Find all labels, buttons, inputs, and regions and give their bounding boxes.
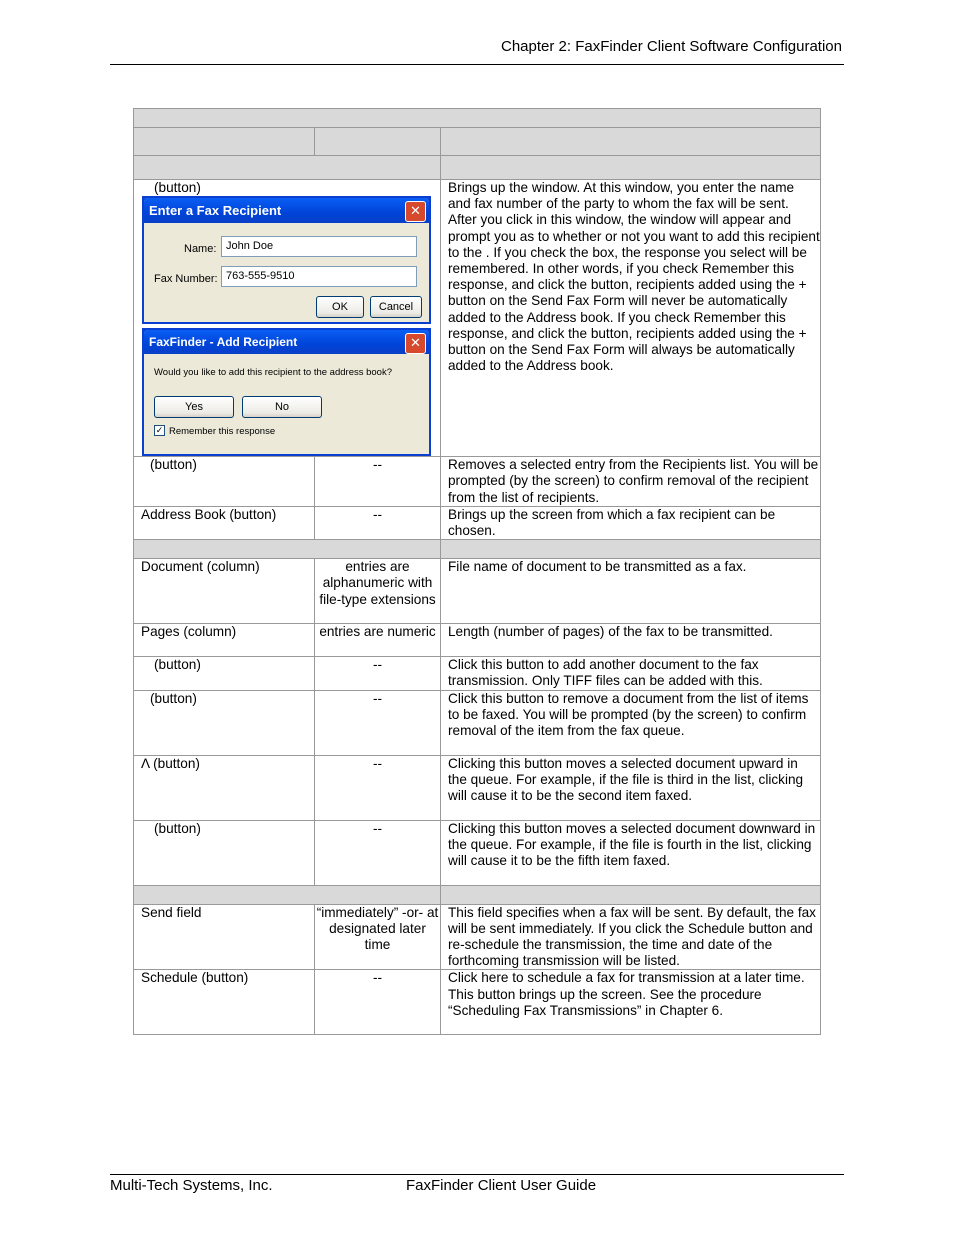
footer-guide: FaxFinder Client User Guide	[406, 1177, 597, 1194]
close-icon[interactable]: ✕	[405, 333, 426, 354]
row-desc: Brings up the window. At this window, you enter the name and fax number of the party to whom the fax will be sent. After you click in this window, the window will appear and prompt you as to whether or not you want to add this recipient to the . If you check the box, the response you select will be remembered. In other words, if you check Remember this response, and click the button, recipients added using the + button on the Send Fax Form will never be automatically added to the Address book. If you check Remember this response, and click the button, recipients added using the + button on the Send Fax Form will always be automatically added to the Address book.	[441, 180, 821, 457]
section-header	[134, 885, 441, 904]
dialog-frame	[142, 196, 431, 456]
row-values: --	[315, 506, 441, 539]
row-values: entries are numeric	[315, 624, 441, 657]
row-desc: Click here to schedule a fax for transmission at a later time. This button brings up the screen. See the procedure “Scheduling Fax Transmissions” in Chapter 6.	[441, 970, 821, 1035]
row-label: (button)	[134, 457, 315, 507]
row-label: Address Book (button)	[134, 506, 315, 539]
row-values: --	[315, 970, 441, 1035]
row-desc: Length (number of pages) of the fax to be transmitted.	[441, 624, 821, 657]
column-header-2	[315, 128, 441, 156]
row-label: (button)	[134, 820, 315, 885]
row-label: Send field	[134, 904, 315, 970]
spec-table	[133, 108, 821, 1035]
close-icon[interactable]: ✕	[405, 201, 426, 222]
enter-recipient-dialog	[142, 196, 431, 324]
row-desc: This field specifies when a fax will be sent. By default, the fax will be sent immediately. If you click the Schedule button and re-schedule the transmission, the time and date of the forthcoming transmission will be listed.	[441, 904, 821, 970]
row-values: --	[315, 657, 441, 690]
row-values: --	[315, 457, 441, 507]
dialog-title: Enter a Fax Recipient	[144, 198, 429, 223]
yes-button[interactable]: Yes	[154, 396, 234, 418]
section-header	[134, 156, 441, 180]
row-label: Document (column)	[134, 559, 315, 624]
section-header	[134, 540, 441, 559]
row-desc: Clicking this button moves a selected document upward in the queue. For example, if the file is third in the list, clicking will cause it to be the second item faxed.	[441, 755, 821, 820]
ok-button[interactable]: OK	[316, 296, 364, 318]
column-header-3	[441, 128, 821, 156]
row-desc: Brings up the screen from which a fax recipient can be chosen.	[441, 506, 821, 539]
row-label: Λ (button)	[134, 755, 315, 820]
footer-rule	[110, 1174, 844, 1175]
name-label: Name:	[184, 243, 217, 256]
row-desc: Clicking this button moves a selected document downward in the queue. For example, if the file is fourth in the list, clicking will cause it to be the fifth item faxed.	[441, 820, 821, 885]
cancel-button[interactable]: Cancel	[370, 296, 422, 318]
row-values: entries are alphanumeric with file-type extensions	[315, 559, 441, 624]
row-values: --	[315, 690, 441, 755]
section-header-desc	[441, 885, 821, 904]
row-label: Pages (column)	[134, 624, 315, 657]
table-title-row	[134, 109, 821, 128]
checkbox-checked-icon[interactable]: ✓	[155, 425, 164, 436]
page-header: Chapter 2: FaxFinder Client Software Configuration	[500, 38, 842, 55]
header-rule	[110, 64, 844, 65]
row-label: Schedule (button)	[134, 970, 315, 1035]
row-desc: File name of document to be transmitted as a fax.	[441, 559, 821, 624]
row-desc: Removes a selected entry from the Recipients list. You will be prompted (by the screen) to confirm removal of the recipient from the list of recipients.	[441, 457, 821, 507]
section-header-desc	[441, 156, 821, 180]
row-label: (button)	[134, 657, 315, 690]
row-label: (button)	[134, 690, 315, 755]
dialog-title: FaxFinder - Add Recipient	[144, 330, 429, 354]
fax-number-label: Fax Number:	[154, 273, 218, 286]
add-question: Would you like to add this recipient to the address book?	[154, 367, 392, 379]
row-values: --	[315, 755, 441, 820]
row-desc: Click this button to add another document to the fax transmission. Only TIFF files can be added with this.	[441, 657, 821, 690]
row-desc: Click this button to remove a document from the list of items to be faxed. You will be prompted (by the screen) to confirm removal of the item from the fax queue.	[441, 690, 821, 755]
fax-number-field[interactable]: 763-555-9510	[221, 266, 417, 287]
section-header-desc	[441, 540, 821, 559]
no-button[interactable]: No	[242, 396, 322, 418]
column-header-1	[134, 128, 315, 156]
table-row	[134, 180, 441, 457]
row-values: “immediately” -or- at designated later time	[315, 904, 441, 970]
name-field[interactable]: John Doe	[221, 236, 417, 257]
add-recipient-dialog	[142, 328, 431, 456]
remember-label: Remember this response	[169, 426, 276, 438]
row-label: (button)	[154, 180, 201, 195]
footer-company: Multi-Tech Systems, Inc.	[110, 1177, 273, 1194]
row-values: --	[315, 820, 441, 885]
